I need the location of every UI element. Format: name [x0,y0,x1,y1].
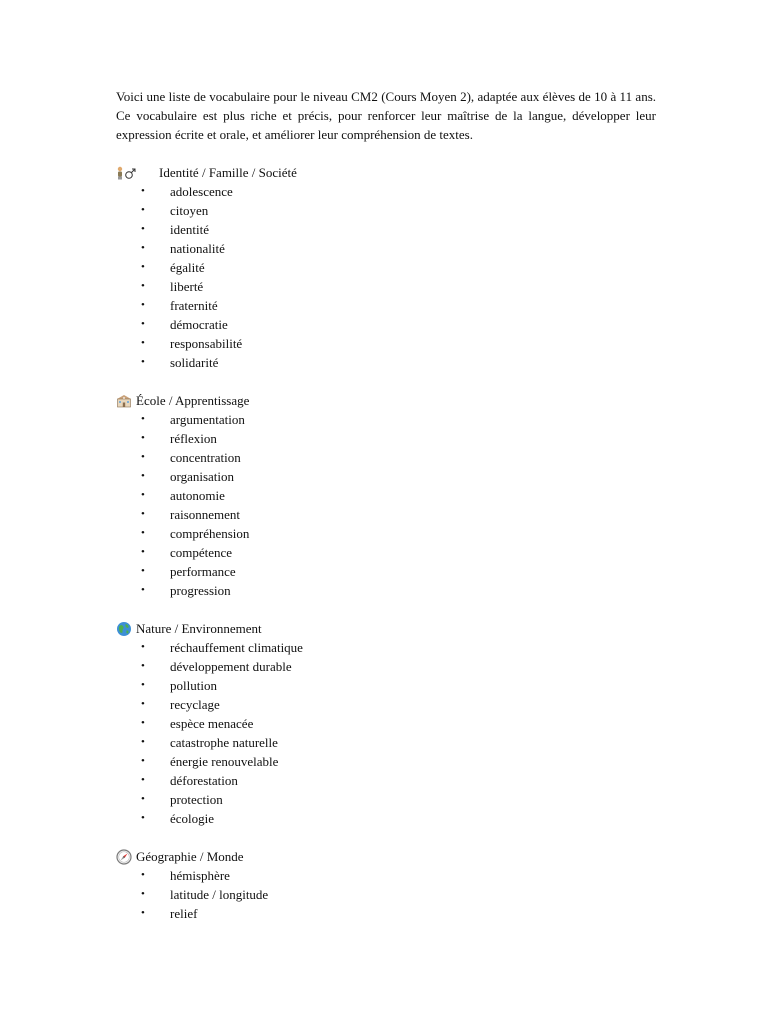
document-page [116,87,656,923]
list-item: • réflexion [141,431,217,446]
list-item: • identité [141,222,209,237]
list-item: • protection [141,792,223,807]
list-item: • latitude / longitude [141,887,269,902]
section-identite [116,163,656,372]
list-item: • raisonnement [141,507,241,522]
vocabulary-list [116,866,656,923]
list-item: • compétence [141,545,233,560]
section-title: Identité / Famille / Société [159,165,297,180]
list-item: • responsabilité [141,336,243,351]
list-item: • adolescence [141,184,233,199]
list-item: • nationalité [141,241,225,256]
list-item: • argumentation [141,412,245,427]
list-item: • espèce menacée [141,716,254,731]
list-item: • développement durable [141,659,292,674]
list-item: • performance [141,564,236,579]
intro-paragraph: Voici une liste de vocabulaire pour le niveau CM2 (Cours Moyen 2), adaptée aux élèves de 10 à 11 ans. Ce vocabulaire est plus riche et précis, pour renforcer leur maîtrise de la langue, développer leur expression écrite et orale, et améliorer leur compréhension de textes. [116,89,656,142]
globe-icon [116,619,132,638]
list-item: • autonomie [141,488,225,503]
person-male-icon [116,163,159,182]
list-item: • réchauffement climatique [141,640,303,655]
section-nature [116,619,656,828]
list-item: • déforestation [141,773,238,788]
section-heading [116,619,656,638]
list-item: • solidarité [141,355,219,370]
list-item: • fraternité [141,298,218,313]
section-title: Nature / Environnement [136,621,262,636]
list-item: • citoyen [141,203,209,218]
vocabulary-list [116,638,656,828]
list-item: • progression [141,583,231,598]
section-heading [116,847,656,866]
list-item: • pollution [141,678,217,693]
vocabulary-list [116,410,656,600]
list-item: • compréhension [141,526,250,541]
compass-icon [116,847,132,866]
list-item: • énergie renouvelable [141,754,279,769]
section-heading [116,163,656,182]
list-item: • relief [141,906,198,921]
list-item: • catastrophe naturelle [141,735,278,750]
list-item: • démocratie [141,317,228,332]
list-item: • organisation [141,469,235,484]
vocabulary-list [116,182,656,372]
section-geographie [116,847,656,923]
list-item: • égalité [141,260,205,275]
section-ecole [116,391,656,600]
section-title: Géographie / Monde [136,849,244,864]
school-icon [116,391,132,410]
list-item: • liberté [141,279,204,294]
list-item: • recyclage [141,697,220,712]
section-heading [116,391,656,410]
list-item: • hémisphère [141,868,230,883]
list-item: • écologie [141,811,215,826]
list-item: • concentration [141,450,241,465]
section-title: École / Apprentissage [136,393,250,408]
